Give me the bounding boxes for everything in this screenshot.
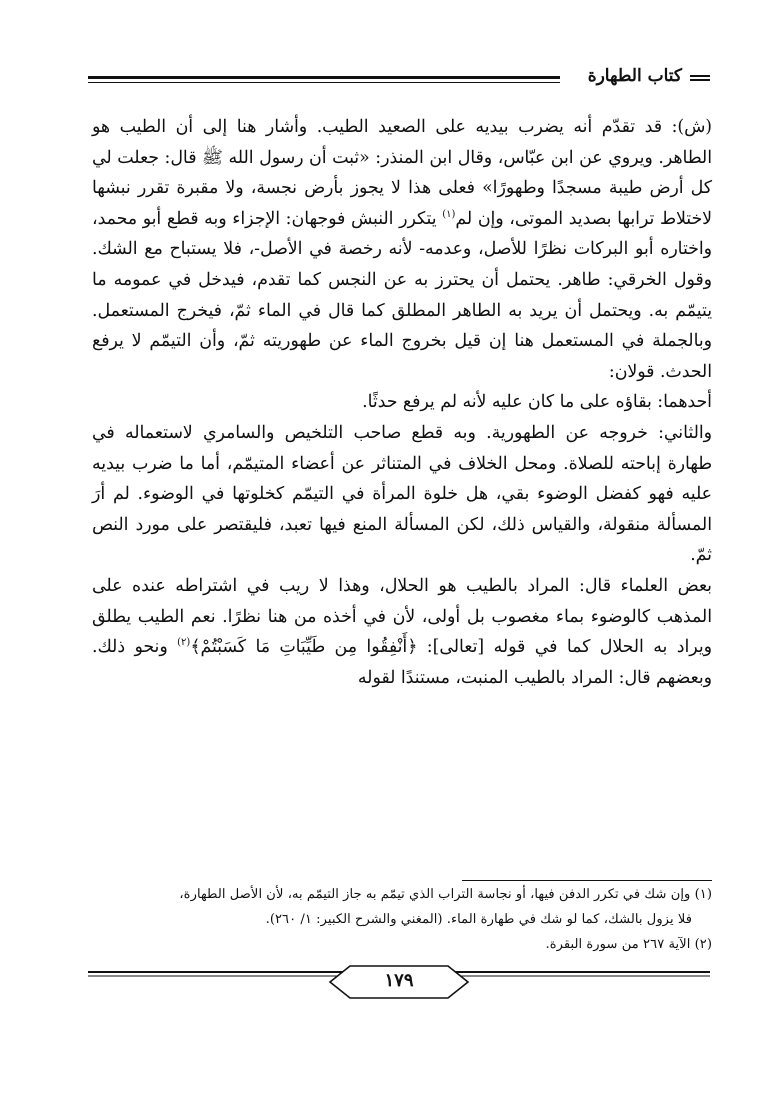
header-ornament-icon: [690, 75, 710, 84]
paragraph: [92, 112, 712, 387]
main-text: [92, 112, 712, 693]
paragraph-text: يتكرر النبش فوجهان: الإجزاء وبه قطع أبو محمد، واختاره أبو البركات نظرًا للأصل، وعدمه- لأنه رخصة في الأصل-، فلا يستباح مع الشك. وقول الخرقي: طاهر. يحتمل أن يحترز به عن النجس كما تقدم، فيدخل في عمومه ما يتيمّم به. ويحتمل أن يريد به الطاهر المطلق كما قال في الماء ثمّ، فيخرج المستعمل. وبالجملة في المستعمل هنا إن قيل بخروج الماء عن طهوريته ثمّ، وأن التيمّم لا يرفع الحدث. قولان:: [92, 208, 712, 382]
paragraph: والثاني: خروجه عن الطهورية. وبه قطع صاحب التلخيص والسامري لاستعماله في طهارة إباحته للصلاة. ومحل الخلاف في المتناثر عن أعضاء المتيمّم، أما ما ضرب بيديه عليه فهو كفضل الوضوء بقي، هل خلوة المرأة في التيمّم كخلوتها في الوضوء. لم أرَ المسألة منقولة، والقياس ذلك، لكن المسألة المنع فيها تعبد، فليقتصر على مورد النص ثمّ.: [92, 422, 712, 566]
footnote-1-continued: فلا يزول بالشك، كما لو شك في طهارة الماء. (المغني والشرح الكبير: ١/ ٢٦٠).: [265, 912, 692, 927]
header-title: كتاب الطهارة: [587, 66, 682, 86]
footnote-ref[interactable]: (٢): [177, 637, 191, 649]
paragraph-text: (ش): قد تقدّم أنه يضرب بيديه على الصعيد الطيب. وأشار هنا إلى أن الطيب هو الطاهر. ويروي عن ابن عبّاس، وقال ابن المنذر: «ثبت أن رسول الله ﷺ قال: جعلت لي كل أرض طيبة مسجدًا وطهورًا» فعلى هذا لا يجوز بأرض نجسة، ولا مقبرة تقرر نبشها لاختلاط ترابها بصديد الموتى، وإن لم: [92, 117, 713, 229]
paragraph: [92, 571, 712, 693]
paragraph-text: بعض العلماء قال: المراد بالطيب هو الحلال، وهذا لا ريب في اشتراطه عنده على المذهب كالوضوء بماء مغصوب بل أولى، لأن في أخذه من هنا نظرًا. نعم الطيب يطلق ويراد به الحلال كما في قوله [تعالى]: ﴿أَنْفِقُوا مِن طَيِّبَاتِ مَا كَسَبْتُمْ﴾: [92, 575, 712, 658]
page-header: [88, 66, 710, 94]
footnote-separator: [462, 880, 712, 881]
page-footer: [88, 962, 710, 1002]
footnotes: [92, 882, 712, 957]
footnote-ref[interactable]: (١): [442, 209, 456, 221]
paragraph: أحدهما: بقاؤه على ما كان عليه لأنه لم يرفع حدثًا.: [362, 392, 712, 413]
page-number: ١٧٩: [384, 970, 414, 991]
paragraph-text: ونحو ذلك. وبعضهم قال: المراد بالطيب المنبت، مستندًا لقوله: [92, 637, 712, 688]
footnote-2: (٢) الآية ٢٦٧ من سورة البقرة.: [545, 937, 712, 952]
footnote-1: (١) وإن شك في تكرر الدفن فيها، أو نجاسة التراب الذي تيمّم به جاز التيمّم به، لأن الأصل الطهارة،: [179, 887, 712, 902]
header-rule: [88, 76, 560, 86]
